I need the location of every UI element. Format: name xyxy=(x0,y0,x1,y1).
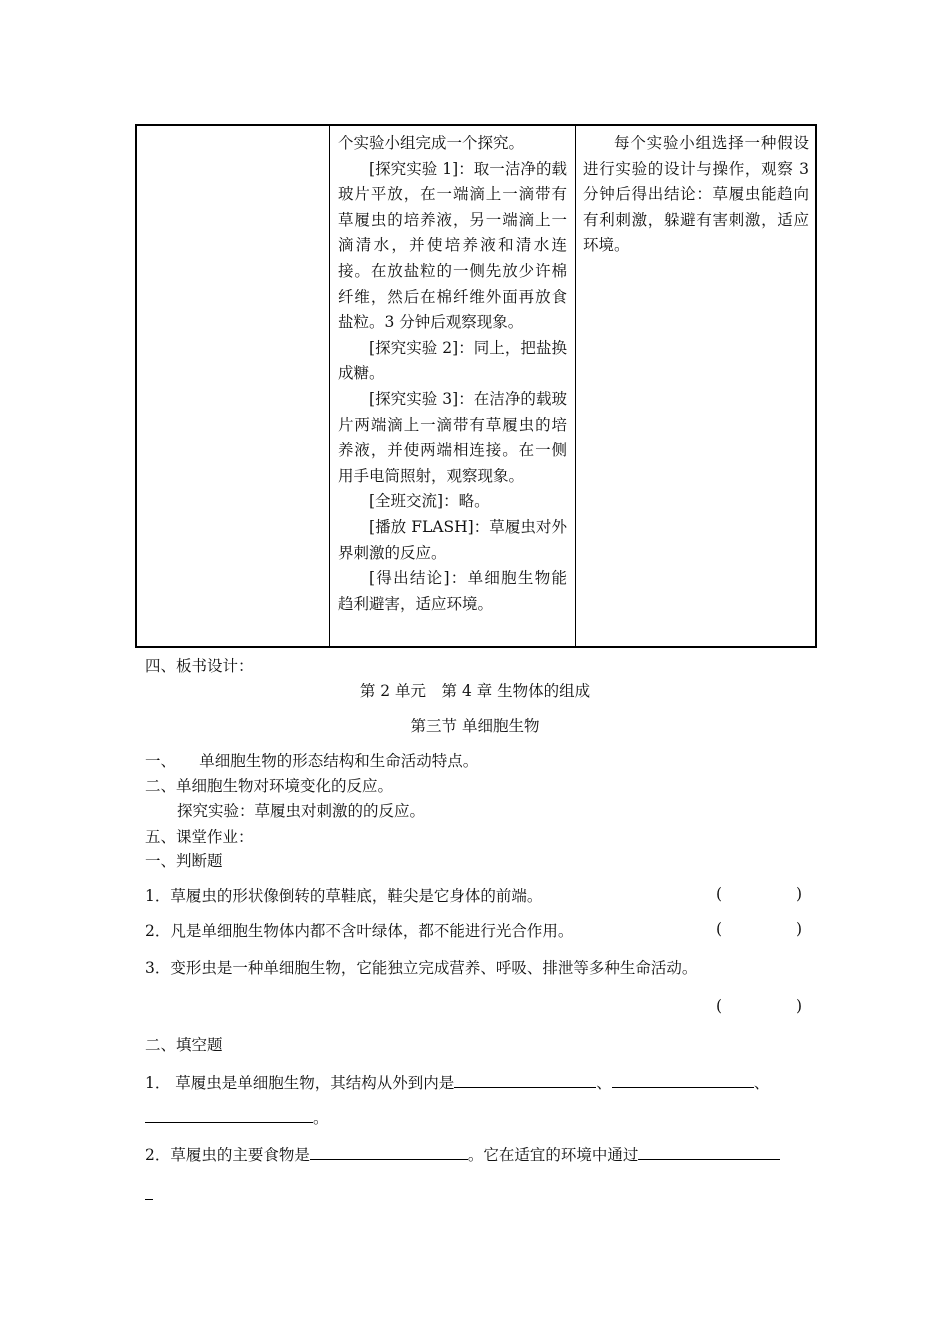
fill-question-text: 2．草履虫的主要食物是 xyxy=(145,1146,310,1164)
answer-blank[interactable] xyxy=(454,1071,596,1088)
table-divider xyxy=(329,126,330,646)
answer-paren-close: ) xyxy=(796,920,803,938)
student-activity-cell xyxy=(583,131,809,259)
judge-question: 1．草履虫的形状像倒转的草鞋底，鞋尖是它身体的前端。 xyxy=(145,887,543,905)
table-paragraph: [全班交流]：略。 xyxy=(369,492,490,511)
answer-blank[interactable] xyxy=(612,1071,754,1088)
fill-question-text: 1． 草履虫是单细胞生物，其结构从外到内是 xyxy=(145,1074,455,1092)
fill-question-text: 。它在适宜的环境中通过 xyxy=(467,1146,639,1164)
table-divider xyxy=(575,126,576,646)
answer-paren-open: ( xyxy=(716,920,723,938)
separator: 、 xyxy=(596,1074,612,1092)
homework-heading: 五、课堂作业： xyxy=(145,828,254,846)
table-paragraph: [播放 FLASH]：草履虫对外界刺激的反应。 xyxy=(338,517,567,562)
judge-heading: 一、判断题 xyxy=(145,852,223,870)
answer-blank[interactable] xyxy=(145,1199,153,1200)
board-subitem: 探究实验：草履虫对刺激的的反应。 xyxy=(177,802,426,820)
board-subtitle: 第三节 单细胞生物 xyxy=(410,717,540,735)
board-title: 第 2 单元 第 4 章 生物体的组成 xyxy=(359,682,591,700)
board-item: 二、单细胞生物对环境变化的反应。 xyxy=(145,777,394,795)
fill-question xyxy=(145,1143,780,1166)
fill-question xyxy=(145,1071,769,1094)
table-paragraph: [探究实验 1]：取一洁净的载玻片平放，在一端滴上一滴带有草履虫的培养液，另一端滴上一滴清水，并使培养液和清水连接。在放盐粒的一侧先放少许棉纤维，然后在棉纤维外面再放食盐粒。3 分钟后观察现象。 xyxy=(338,159,567,332)
judge-question: 2．凡是单细胞生物体内都不含叶绿体，都不能进行光合作用。 xyxy=(145,922,574,940)
board-item: 一、 单细胞生物的形态结构和生命活动特点。 xyxy=(145,752,479,770)
table-paragraph: [探究实验 2]：同上，把盐换成糖。 xyxy=(338,338,567,383)
table-paragraph: 每个实验小组选择一种假设进行实验的设计与操作，观察 3 分钟后得出结论：草履虫能趋向有利刺激，躲避有害刺激，适应环境。 xyxy=(583,134,809,255)
fill-question-continuation xyxy=(145,1106,329,1129)
fill-heading: 二、填空题 xyxy=(145,1036,223,1054)
answer-paren-close: ) xyxy=(796,997,803,1015)
table-paragraph: [得出结论]：单细胞生物能趋利避害，适应环境。 xyxy=(338,569,567,613)
answer-blank[interactable] xyxy=(145,1106,313,1123)
end-mark: 。 xyxy=(313,1109,329,1127)
judge-question: 3．变形虫是一种单细胞生物，它能独立完成营养、呼吸、排泄等多种生命活动。 xyxy=(145,959,698,977)
teacher-activity-cell xyxy=(338,131,567,617)
answer-blank[interactable] xyxy=(638,1143,780,1160)
separator: 、 xyxy=(753,1074,770,1092)
table-paragraph: 个实验小组完成一个探究。 xyxy=(338,134,525,152)
answer-blank[interactable] xyxy=(310,1143,468,1160)
lesson-table xyxy=(135,124,817,648)
answer-paren-open: ( xyxy=(716,997,723,1015)
answer-paren-open: ( xyxy=(716,885,723,903)
answer-paren-close: ) xyxy=(796,885,803,903)
table-paragraph: [探究实验 3]：在洁净的载玻片两端滴上一滴带有草履虫的培养液，并使两端相连接。在一侧用手电筒照射，观察现象。 xyxy=(338,389,567,485)
board-heading: 四、板书设计： xyxy=(145,657,254,675)
